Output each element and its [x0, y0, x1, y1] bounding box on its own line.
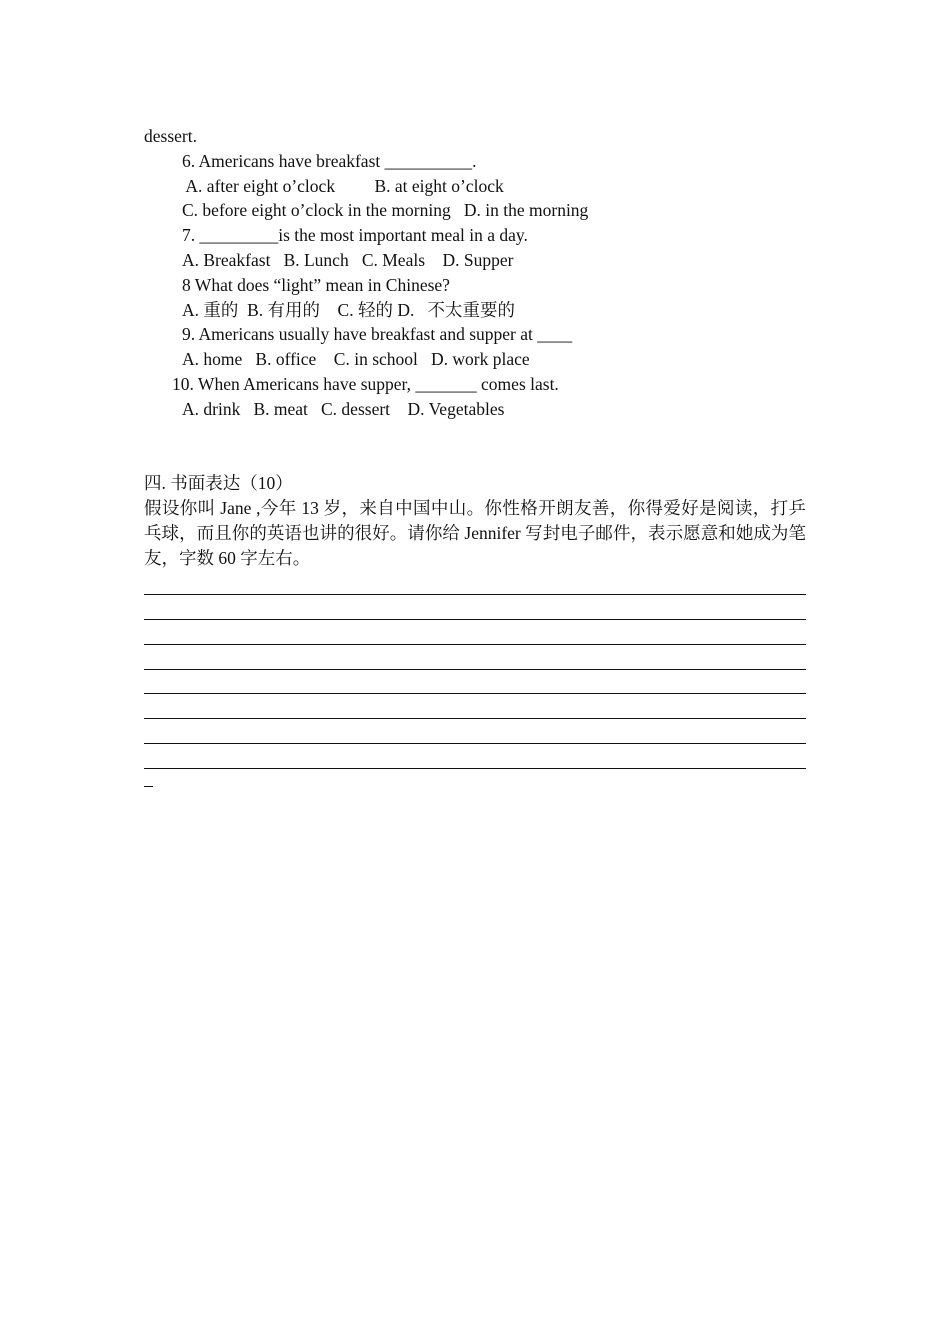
question-stem: 8 What does “light” mean in Chinese?	[182, 274, 450, 295]
section-spacer	[144, 422, 806, 472]
question-7	[144, 223, 806, 273]
answer-line[interactable]	[144, 570, 806, 595]
answer-line[interactable]	[144, 670, 806, 695]
question-9	[144, 322, 806, 372]
question-10	[144, 372, 806, 422]
answer-line[interactable]	[144, 694, 806, 719]
answer-line[interactable]	[144, 620, 806, 645]
answer-line-tail	[144, 769, 154, 794]
answer-lines[interactable]	[144, 570, 806, 768]
question-stem: 9. Americans usually have breakfast and supper at ____	[182, 324, 573, 345]
answer-line[interactable]	[144, 645, 806, 670]
question-options: A. Breakfast B. Lunch C. Meals D. Supper	[182, 249, 514, 270]
answer-line[interactable]	[144, 719, 806, 744]
question-options: A. home B. office C. in school D. work place	[182, 349, 530, 370]
question-options: A. 重的 B. 有用的 C. 轻的 D. 不太重要的	[182, 299, 515, 320]
question-stem: 7. _________is the most important meal in a day.	[182, 225, 528, 246]
writing-prompt: 假设你叫 Jane ,今年 13 岁，来自中国中山。你性格开朗友善，你得爱好是阅读，打乒乓球，而且你的英语也讲的很好。请你给 Jennifer 写封电子邮件，表示愿意和她成为笔友，字数 60 字左右。	[144, 497, 806, 568]
document-page	[144, 124, 806, 794]
section-heading: 四. 书面表达（10）	[144, 473, 293, 494]
question-options: A. after eight o’clock B. at eight o’clock	[182, 175, 504, 196]
question-options: A. drink B. meat C. dessert D. Vegetables	[182, 398, 505, 419]
question-options: C. before eight o’clock in the morning D. in the morning	[182, 200, 589, 221]
question-6	[144, 149, 806, 223]
passage-continuation: dessert.	[144, 126, 197, 146]
answer-line[interactable]	[144, 744, 806, 769]
question-stem: 10. When Americans have supper, _______ comes last.	[172, 373, 559, 394]
question-stem: 6. Americans have breakfast __________.	[182, 150, 477, 171]
question-8	[144, 273, 806, 323]
answer-line[interactable]	[144, 595, 806, 620]
